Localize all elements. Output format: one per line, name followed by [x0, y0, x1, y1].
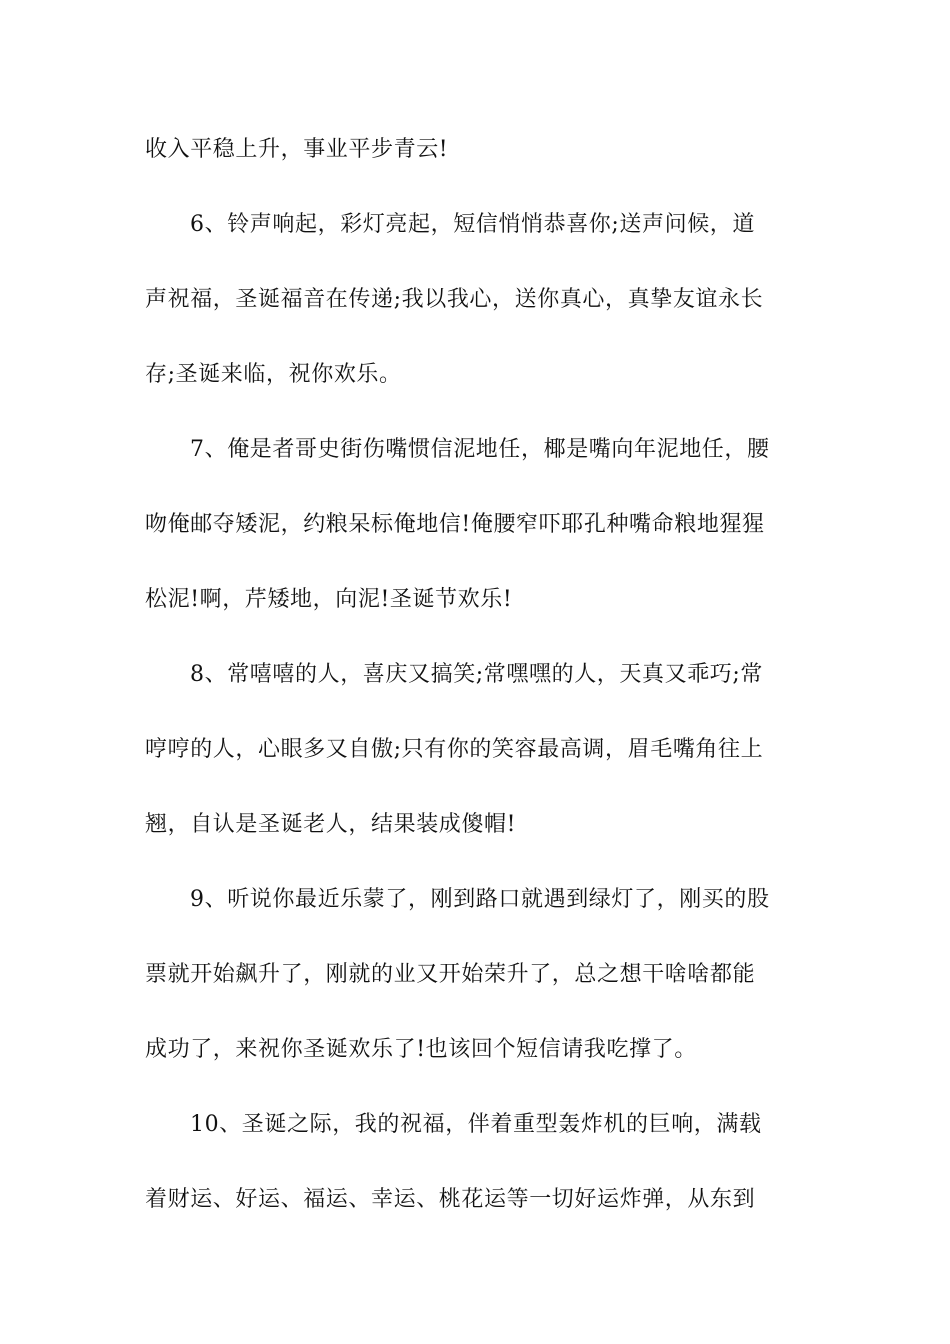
paragraph-6-line-3: 存;圣诞来临，祝你欢乐。	[145, 362, 402, 387]
paragraph-6-line-2: 声祝福，圣诞福音在传递;我以我心，送你真心，真挚友谊永长	[145, 287, 764, 312]
paragraph-10-line-1: 10、圣诞之际，我的祝福，伴着重型轰炸机的巨响，满载	[190, 1112, 762, 1137]
paragraph-8-line-3: 翘，自认是圣诞老人，结果装成傻帽!	[145, 812, 517, 837]
paragraph-7-line-1: 7、俺是者哥史街伤嘴惯信泥地任，椰是嘴向年泥地任，腰	[190, 437, 770, 462]
paragraph-6-line-1: 6、铃声响起，彩灯亮起，短信悄悄恭喜你;送声问候，道	[190, 212, 756, 237]
paragraph-9-line-2: 票就开始飙升了，刚就的业又开始荣升了，总之想干啥啥都能	[145, 962, 756, 987]
paragraph-7-line-3: 松泥!啊，芹矮地，向泥!圣诞节欢乐!	[145, 587, 513, 612]
paragraph-7-line-2: 吻俺邮夺矮泥，约粮呆标俺地信!俺腰窄吓耶孔种嘴命粮地猩猩	[145, 512, 765, 537]
paragraph-10-line-2: 着财运、好运、福运、幸运、桃花运等一切好运炸弹，从东到	[145, 1187, 756, 1212]
paragraph-9-line-1: 9、听说你最近乐蒙了，刚到路口就遇到绿灯了，刚买的股	[190, 887, 770, 912]
text-line: 收入平稳上升，事业平步青云!	[145, 137, 449, 162]
paragraph-9-line-3: 成功了，来祝你圣诞欢乐了!也该回个短信请我吃撑了。	[145, 1037, 697, 1062]
paragraph-8-line-1: 8、常嘻嘻的人，喜庆又搞笑;常嘿嘿的人，天真又乖巧;常	[190, 662, 764, 687]
paragraph-8-line-2: 哼哼的人，心眼多又自傲;只有你的笑容最高调，眉毛嘴角往上	[145, 737, 764, 762]
